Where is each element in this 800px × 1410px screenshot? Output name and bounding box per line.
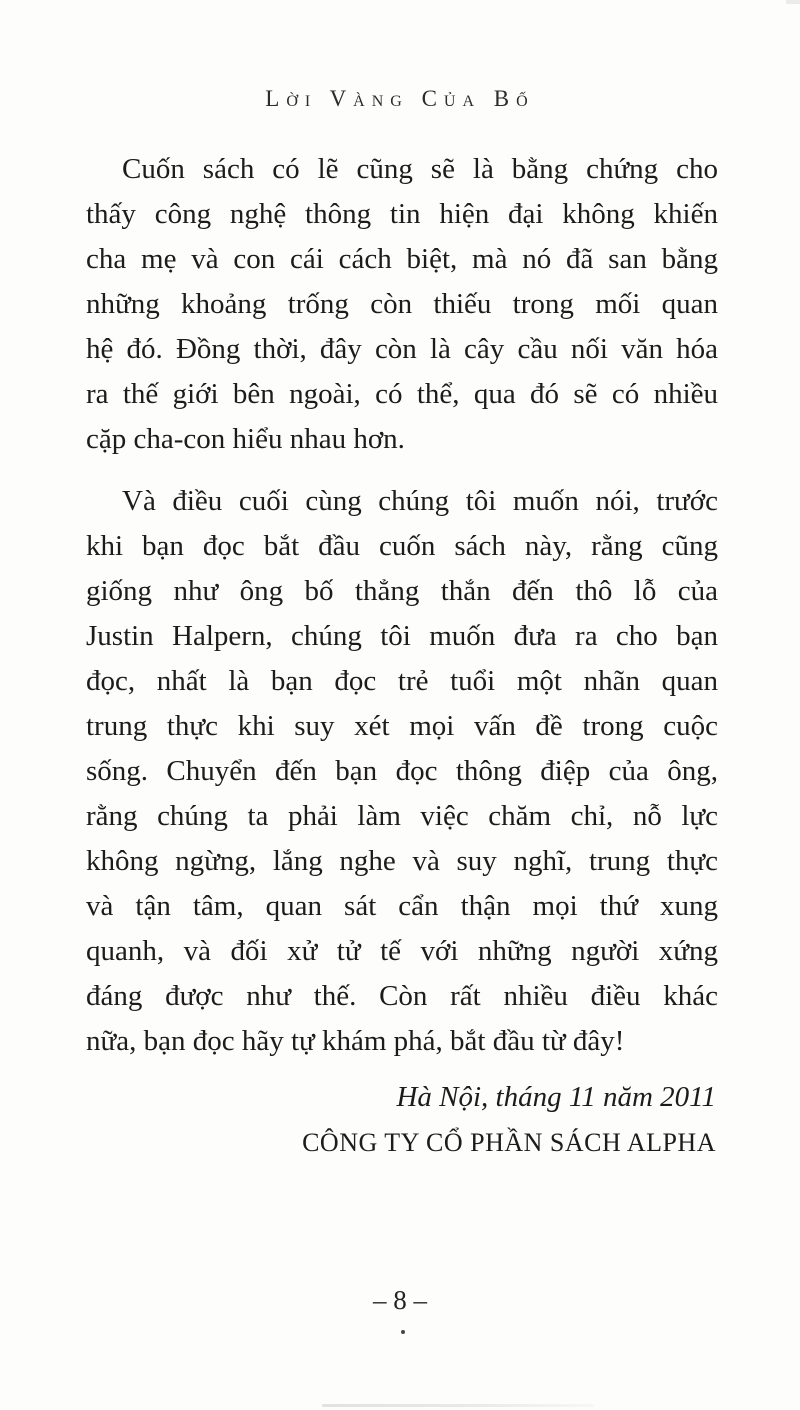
text-line: nữa, bạn đọc hãy tự khám phá, bắt đầu từ đây! — [86, 1025, 625, 1057]
text-line: ra thế giới bên ngoài, có thể, qua đó sẽ có nhiều — [86, 378, 718, 410]
text-line: quanh, và đối xử tử tế với những người xứng — [86, 935, 718, 967]
text-line: những khoảng trống còn thiếu trong mối quan — [86, 288, 718, 320]
text-line: khi bạn đọc bắt đầu cuốn sách này, rằng cũng — [86, 530, 718, 562]
text-line: đáng được như thế. Còn rất nhiều điều khác — [86, 980, 718, 1012]
text-line: Justin Halpern, chúng tôi muốn đưa ra cho bạn — [86, 620, 718, 652]
text-line: Cuốn sách có lẽ cũng sẽ là bằng chứng cho — [122, 153, 718, 185]
paragraph-2 — [86, 479, 718, 1064]
scan-speck — [401, 1330, 405, 1334]
text-line: sống. Chuyển đến bạn đọc thông điệp của ông, — [86, 755, 718, 787]
signature-block — [86, 1074, 718, 1166]
corner-smudge — [786, 0, 800, 4]
running-header: Lời Vàng Của Bố — [265, 86, 535, 111]
paragraph-1 — [86, 147, 718, 462]
text-line: và tận tâm, quan sát cẩn thận mọi thứ xung — [86, 890, 718, 922]
signature-publisher: CÔNG TY CỔ PHẦN SÁCH ALPHA — [302, 1128, 716, 1157]
text-line: Và điều cuối cùng chúng tôi muốn nói, trước — [122, 485, 718, 517]
text-line: hệ đó. Đồng thời, đây còn là cây cầu nối văn hóa — [86, 333, 718, 365]
text-line: giống như ông bố thẳng thắn đến thô lỗ của — [86, 575, 718, 607]
text-line: cặp cha-con hiểu nhau hơn. — [86, 423, 405, 455]
text-block — [86, 147, 718, 1166]
page-number: – 8 – — [373, 1285, 427, 1315]
text-line: rằng chúng ta phải làm việc chăm chỉ, nỗ lực — [86, 800, 718, 832]
text-line: thấy công nghệ thông tin hiện đại không khiến — [86, 198, 718, 230]
text-line: trung thực khi suy xét mọi vấn đề trong cuộc — [86, 710, 718, 742]
scan-smudge — [322, 1404, 594, 1407]
text-line: không ngừng, lắng nghe và suy nghĩ, trung thực — [86, 845, 718, 877]
signature-date: Hà Nội, tháng 11 năm 2011 — [396, 1081, 716, 1113]
text-line: đọc, nhất là bạn đọc trẻ tuổi một nhãn quan — [86, 665, 718, 697]
text-line: cha mẹ và con cái cách biệt, mà nó đã san bằng — [86, 243, 718, 275]
